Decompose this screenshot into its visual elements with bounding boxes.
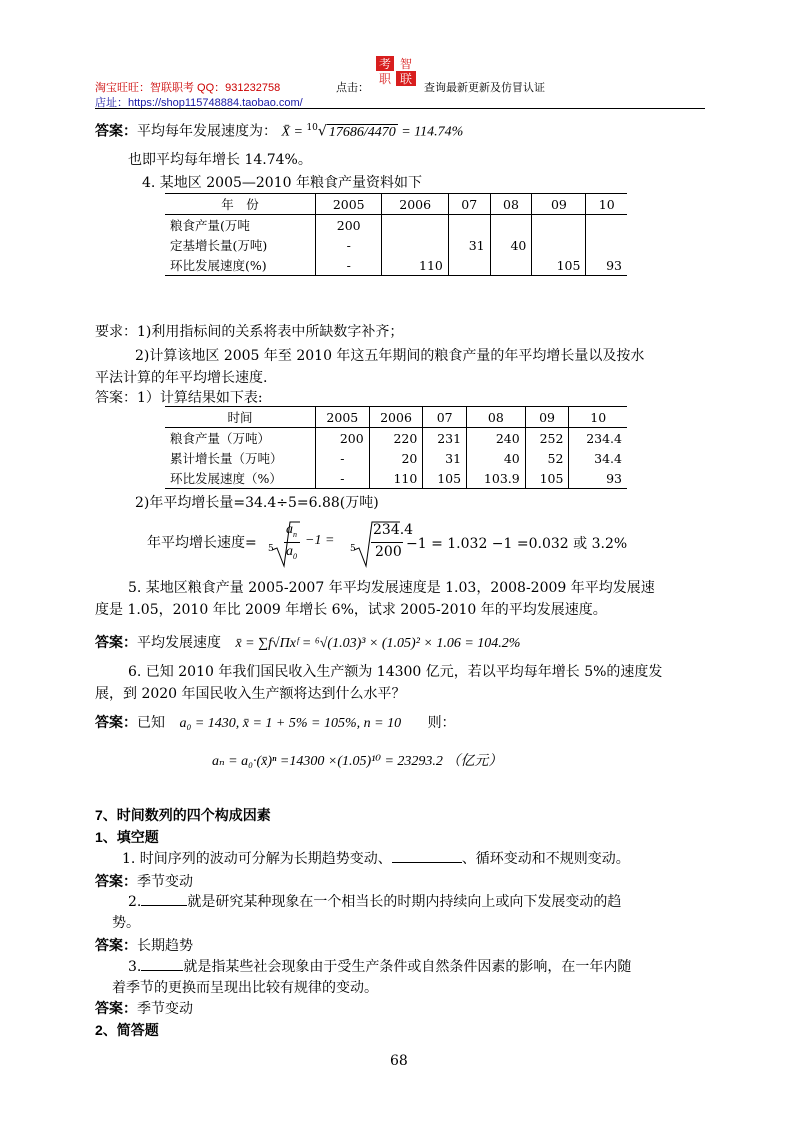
q3-answer-text: 平均每年发展速度为： <box>137 123 277 140</box>
q4-answer-intro: 答案：1）计算结果如下表: <box>95 390 263 406</box>
answer-label: 答案： <box>95 714 137 730</box>
q5-answer-text: 平均发展速度 <box>137 635 221 651</box>
fraction-denominator: $a_0$ <box>286 544 297 561</box>
q4-answer-table <box>165 406 627 489</box>
header-click-label: 点击： <box>336 82 369 94</box>
answer-blank <box>141 892 187 906</box>
logo[interactable] <box>374 54 418 88</box>
table-cell: 105 <box>532 255 586 276</box>
table-header-cell: 07 <box>423 407 467 428</box>
table-header-cell: 07 <box>448 194 490 215</box>
fill-answer-2: 答案：长期趋势 <box>95 937 193 954</box>
table-cell: 31 <box>423 448 467 468</box>
section-title: 7、时间数列的四个构成因素 <box>95 807 271 823</box>
q4-growth-label: 年平均增长速度= <box>147 535 257 551</box>
table-header-cell: 10 <box>569 407 627 428</box>
q5-line1: 5. 某地区粮食产量 2005-2007 年平均发展速度是 1.03，2008-2009 年平均发展速 <box>128 580 655 596</box>
table-cell: 105 <box>423 468 467 489</box>
table-cell: 110 <box>369 468 423 489</box>
table-cell: 200 <box>316 215 382 236</box>
fraction-numerator: 234.4 <box>373 522 414 538</box>
q4-requirement-1: 要求：1)利用指标间的关系将表中所缺数字补齐； <box>95 324 404 340</box>
root-index: 5 <box>268 544 274 554</box>
header-rule <box>95 108 705 109</box>
table-cell <box>382 235 448 255</box>
fill-question-3-cont: 着季节的更换而呈现出比较有规律的变动。 <box>112 980 378 996</box>
table-cell: 200 <box>316 428 370 449</box>
table-header-cell: 08 <box>467 407 526 428</box>
table-cell: 20 <box>369 448 423 468</box>
page-number: 68 <box>390 1053 408 1069</box>
q4-requirement-2-cont: 平法计算的年平均增长速度. <box>95 370 268 386</box>
table-cell: 40 <box>490 235 532 255</box>
header-shop-line: 淘宝旺旺：智联职考 QQ：931232758 <box>95 82 281 94</box>
table-cell: 累计增长量（万吨） <box>170 451 283 466</box>
fill-question-2: 2. 就是研究某种现象在一个相当长的时期内持续向上或向下发展变动的趋 <box>128 894 622 910</box>
table-header-cell: 时间 <box>165 407 316 428</box>
table-cell: 环比发展速度(%) <box>165 255 316 276</box>
subsection-title: 1、填空题 <box>95 829 159 845</box>
table-row <box>165 235 627 255</box>
q6-line1: 6. 已知 2010 年我们国民收入生产额为 14300 亿元，若以平均每年增长 5%的速度发 <box>128 664 663 680</box>
fill-answer-3: 答案：季节变动 <box>95 1000 193 1017</box>
formula-result: −1 = 1.032 −1 =0.032 或 3.2% <box>406 536 628 552</box>
formula-minus-one: −1 = <box>305 533 335 548</box>
q6-answer <box>95 712 456 734</box>
table-row <box>165 448 627 468</box>
table-cell <box>586 215 627 236</box>
table-cell <box>448 215 490 236</box>
q5-line2: 度是 1.05，2010 年比 2009 年增长 6%，试求 2005-2010 年的平均发展速度。 <box>95 602 607 618</box>
table-cell: 220 <box>369 428 423 449</box>
table-cell: 31 <box>448 235 490 255</box>
table-header-cell: 2005 <box>316 407 370 428</box>
fill-question-3: 3. 就是指某些社会现象由于受生产条件或自然条件因素的影响，在一年内随 <box>128 959 632 975</box>
table-cell <box>532 215 586 236</box>
fraction-numerator: $a_n$ <box>286 522 297 539</box>
q4-requirement-2: 2)计算该地区 2005 年至 2010 年这五年期间的粮食产量的年平均增长量以及按水 <box>135 348 645 364</box>
table-cell: 定基增长量(万吨) <box>170 238 268 253</box>
fill-question-1: 1. 时间序列的波动可分解为长期趋势变动、 、循环变动和不规则变动。 <box>122 851 630 867</box>
q6-known: 已知 <box>137 715 165 731</box>
q5-answer <box>95 632 520 654</box>
root-index: 5 <box>350 544 356 554</box>
q4-growth-formula <box>268 520 628 570</box>
table-cell: - <box>316 468 370 489</box>
table-cell: 粮食产量(万吨 <box>170 218 250 233</box>
table-cell: 34.4 <box>569 448 627 468</box>
table-cell: 粮食产量（万吨） <box>170 431 271 446</box>
subsection-title: 2、简答题 <box>95 1022 159 1038</box>
table-cell: - <box>316 448 370 468</box>
table-cell <box>490 215 532 236</box>
table-header-cell: 08 <box>490 194 532 215</box>
table-cell: 105 <box>525 468 569 489</box>
table-cell: 252 <box>525 428 569 449</box>
q3-result: = 114.74% <box>397 124 464 140</box>
answer-label: 答案： <box>95 122 137 139</box>
logo-char: 联 <box>399 72 413 86</box>
header-verify-link[interactable]: 查询最新更新及仿冒认证 <box>424 82 545 94</box>
table-cell <box>586 235 627 255</box>
table-cell: 93 <box>569 468 627 489</box>
fraction-denominator: 200 <box>375 544 402 560</box>
fraction-bar <box>284 542 300 543</box>
logo-char: 职 <box>378 72 392 86</box>
table-cell <box>532 235 586 255</box>
logo-icon <box>374 54 418 88</box>
q6-line2: 展，到 2020 年国民收入生产额将达到什么水平？ <box>95 686 406 702</box>
table-row <box>165 255 627 276</box>
table-row <box>165 215 627 236</box>
q3-answer: 答案：平均每年发展速度为： X̄ = $^{10}$√ 17686/4470 = 114.74% <box>95 122 464 140</box>
table-cell <box>448 255 490 276</box>
table-row <box>165 468 627 489</box>
table-header-cell: 10 <box>586 194 627 215</box>
table-header-cell: 年 份 <box>165 194 316 215</box>
table-header-cell: 2006 <box>382 194 448 215</box>
q3-followup: 也即平均每年增长 14.74%。 <box>128 152 312 168</box>
table-header-cell: 2005 <box>316 194 382 215</box>
table-cell: 环比发展速度（%） <box>165 468 316 489</box>
table-cell: 240 <box>467 428 526 449</box>
fill-question-2-cont: 势。 <box>112 915 140 931</box>
q3-formula-lhs: X̄ = <box>281 124 307 140</box>
table-cell: - <box>316 235 382 255</box>
table-cell: 40 <box>467 448 526 468</box>
table-cell: 103.9 <box>467 468 526 489</box>
q3-root-index: 10 <box>306 123 318 133</box>
q6-given: a₀ = 1430, x̄ = 1 + 5% = 105%, n = 10 <box>179 716 402 731</box>
q6-result: aₙ = a₀·(x̄)ⁿ =14300 ×(1.05)¹⁰ = 23293.2 （亿元） <box>212 754 503 769</box>
table-cell: 231 <box>423 428 467 449</box>
q4-answer-2: 2)年平均增长量=34.4÷5=6.88(万吨) <box>135 495 379 511</box>
table-row <box>165 428 627 449</box>
table-header-cell: 2006 <box>369 407 423 428</box>
table-cell: 52 <box>525 448 569 468</box>
answer-label: 答案： <box>95 873 137 889</box>
fraction-bar <box>371 542 403 543</box>
table-cell: 93 <box>586 255 627 276</box>
q4-title: 4. 某地区 2005—2010 年粮食产量资料如下 <box>142 175 422 191</box>
logo-char: 智 <box>399 57 413 71</box>
table-cell <box>382 215 448 236</box>
table-header-cell: 09 <box>532 194 586 215</box>
logo-char: 考 <box>378 57 392 71</box>
header-shop-address[interactable]: 店址：https://shop115748884.taobao.com/ <box>95 97 303 109</box>
q6-then: 则： <box>427 715 456 731</box>
fill-answer-1: 答案：季节变动 <box>95 873 193 890</box>
q3-radicand: 17686/4470 <box>328 124 396 140</box>
answer-label: 答案： <box>95 1000 137 1016</box>
table-cell: - <box>316 255 382 276</box>
q4-data-table <box>165 193 627 276</box>
answer-blank <box>392 849 462 863</box>
answer-label: 答案： <box>95 937 137 953</box>
table-header-cell: 09 <box>525 407 569 428</box>
answer-label: 答案： <box>95 634 137 650</box>
answer-blank <box>141 957 183 971</box>
q5-formula: x̄ = ∑f√Πxᶠ = ⁶√(1.03)³ × (1.05)² × 1.06 = 104.2% <box>235 636 521 651</box>
table-cell: 234.4 <box>569 428 627 449</box>
table-cell <box>490 255 532 276</box>
table-cell: 110 <box>382 255 448 276</box>
